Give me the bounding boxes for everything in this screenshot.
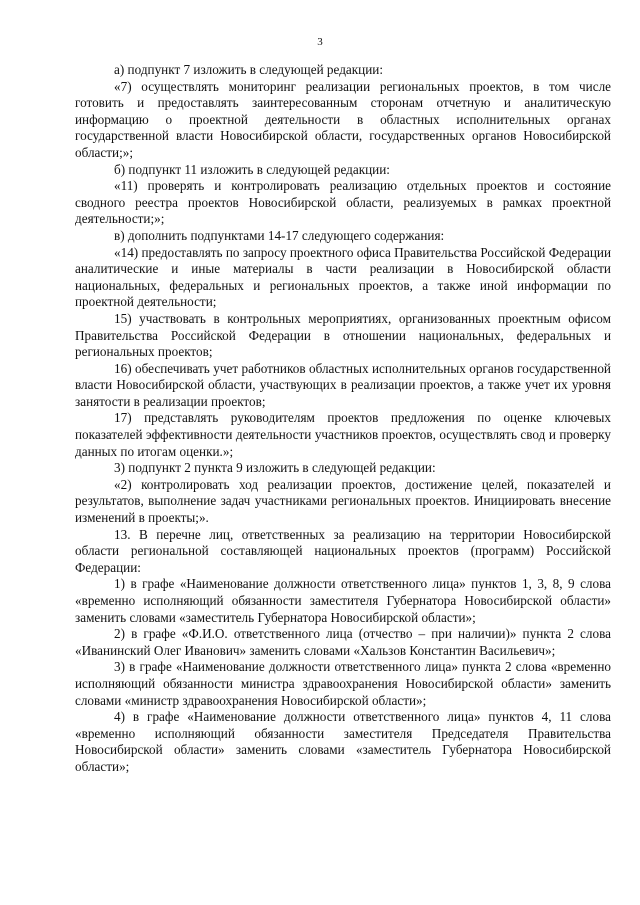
page-number: 3 (317, 36, 323, 48)
paragraph-12: 13. В перечне лиц, ответственных за реализацию на территории Новосибирской области региональной составляющей национальных проектов (программ) Российской Федерации: (75, 526, 611, 575)
paragraph-9: 17) представлять руководителям проектов предложения по оценке ключевых показателей эффективности деятельности участников проектов, осуществлять свод и проверку данных по итогам оценки.»; (75, 410, 611, 459)
paragraph-8: 16) обеспечивать учет работников областных исполнительных органов государственной власти Новосибирской области, участвующих в реализации проектов, а также учет их уровня занятости в реализации проектов; (75, 360, 611, 409)
document-body (75, 62, 611, 776)
paragraph-13: 1) в графе «Наименование должности ответственного лица» пунктов 1, 3, 8, 9 слова «временно исполняющий обязанности заместителя Губернатора Новосибирской области» заменить словами «заместитель Губернатора Новосибирской области»; (75, 576, 611, 625)
paragraph-4: «11) проверять и контролировать реализацию отдельных проектов и состояние сводного реестра проектов Новосибирской области, реализуемых в рамках проектной деятельности;»; (75, 178, 611, 227)
paragraph-3: б) подпункт 11 изложить в следующей редакции: (114, 161, 390, 177)
paragraph-14: 2) в графе «Ф.И.О. ответственного лица (отчество – при наличии)» пункта 2 слова «Иванинский Олег Иванович» заменить словами «Хальзов Константин Васильевич»; (75, 626, 611, 658)
paragraph-2: «7) осуществлять мониторинг реализации региональных проектов, в том числе готовить и предоставлять заинтересованным сторонам отчетную и аналитическую информацию о проектной деятельности в областных исполнительных органах государственной власти Новосибирской области, государственных органов Новосибирской области;»; (75, 78, 611, 160)
paragraph-1: а) подпункт 7 изложить в следующей редакции: (114, 62, 384, 77)
paragraph-6: «14) предоставлять по запросу проектного офиса Правительства Российской Федерации аналитические и иные материалы в части реализации в Новосибирской области национальных, федеральных и региональных проектов, а также иной информации по проектной деятельности; (75, 244, 611, 310)
paragraph-15: 3) в графе «Наименование должности ответственного лица» пункта 2 слова «временно исполняющий обязанности министра здравоохранения Новосибирской области» заменить словами «министр здравоохранения Новосибирской области»; (75, 659, 611, 708)
paragraph-10: 3) подпункт 2 пункта 9 изложить в следующей редакции: (114, 460, 436, 476)
paragraph-16: 4) в графе «Наименование должности ответственного лица» пунктов 4, 11 слова «временно исполняющий обязанности заместителя Председателя Правительства Новосибирской области» заменить словами «заместитель Губернатора Новосибирской области»; (75, 709, 611, 774)
paragraph-7: 15) участвовать в контрольных мероприятиях, организованных проектным офисом Правительства Российской Федерации в отношении национальных, федеральных и региональных проектов; (75, 310, 611, 360)
paragraph-5: в) дополнить подпунктами 14-17 следующего содержания: (114, 227, 445, 243)
paragraph-11: «2) контролировать ход реализации проектов, достижение целей, показателей и результатов, выполнение задач участниками региональных проектов. Инициировать внесение изменений в проекты;». (75, 476, 611, 526)
